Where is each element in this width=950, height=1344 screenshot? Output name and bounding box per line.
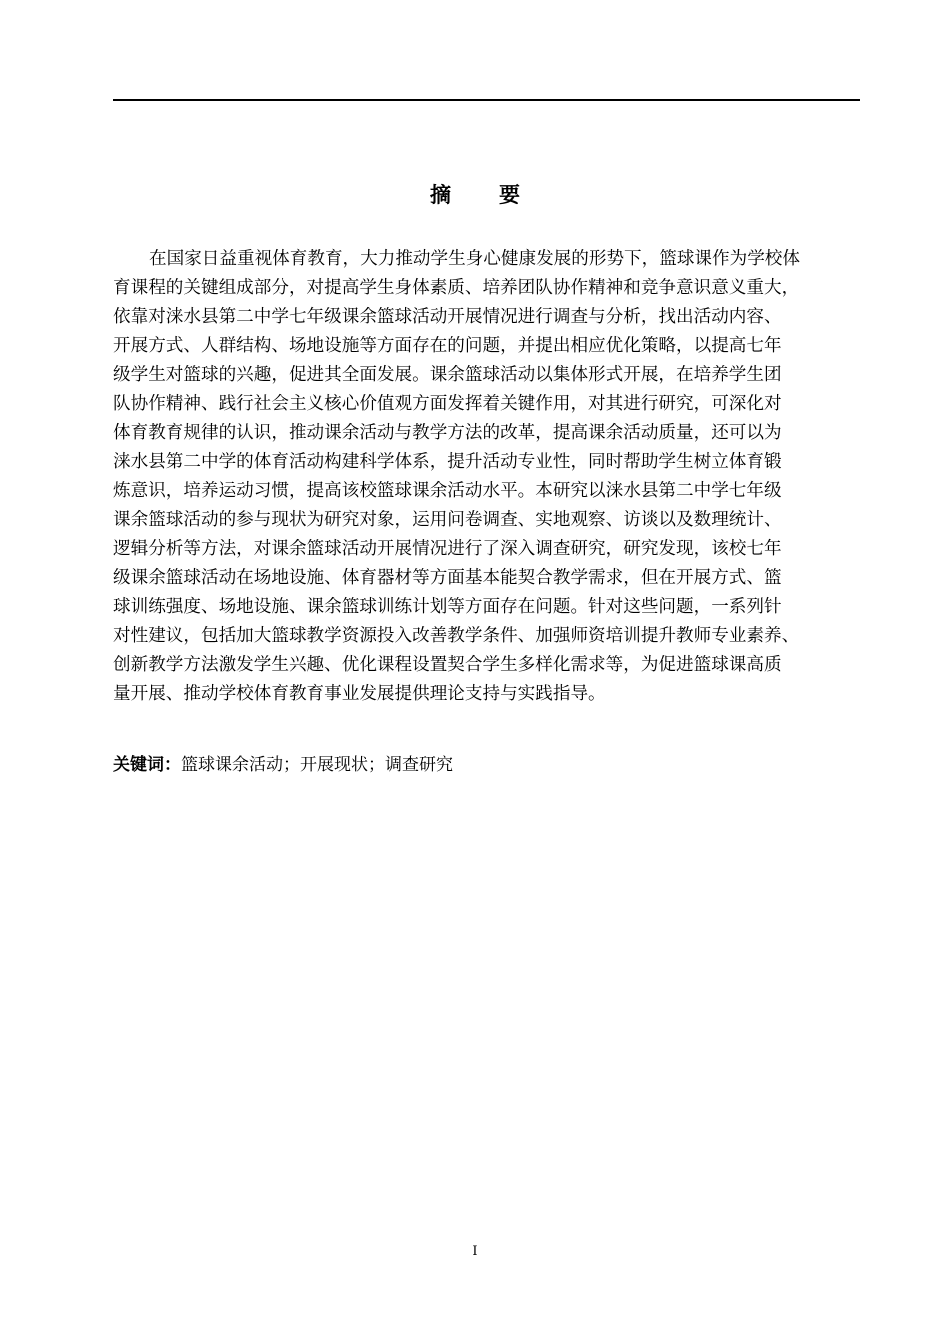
abstract-line: 在国家日益重视体育教育，大力推动学生身心健康发展的形势下，篮球课作为学校体 <box>149 249 800 269</box>
header-rule <box>113 99 860 101</box>
abstract-line: 级学生对篮球的兴趣，促进其全面发展。课余篮球活动以集体形式开展，在培养学生团 <box>113 365 782 385</box>
abstract-line: 球训练强度、场地设施、课余篮球训练计划等方面存在问题。针对这些问题，一系列针 <box>113 597 782 617</box>
keywords <box>113 751 453 780</box>
abstract-line: 量开展、推动学校体育教育事业发展提供理论支持与实践指导。 <box>113 684 606 704</box>
abstract-line: 逻辑分析等方法，对课余篮球活动开展情况进行了深入调查研究，研究发现，该校七年 <box>113 539 782 559</box>
page-number: I <box>472 1244 478 1259</box>
keywords-text: 篮球课余活动；开展现状；调查研究 <box>181 755 453 775</box>
page-title: 摘要 <box>430 183 568 207</box>
abstract-line: 创新教学方法激发学生兴趣、优化课程设置契合学生多样化需求等，为促进篮球课高质 <box>113 655 782 675</box>
abstract-line: 涞水县第二中学的体育活动构建科学体系，提升活动专业性，同时帮助学生树立体育锻 <box>113 452 782 472</box>
abstract-line: 对性建议，包括加大篮球教学资源投入改善教学条件、加强师资培训提升教师专业素养、 <box>113 626 800 646</box>
abstract-line: 依靠对涞水县第二中学七年级课余篮球活动开展情况进行调查与分析，找出活动内容、 <box>113 307 782 327</box>
abstract-line: 课余篮球活动的参与现状为研究对象，运用问卷调查、实地观察、访谈以及数理统计、 <box>113 510 782 530</box>
abstract-line: 炼意识，培养运动习惯，提高该校篮球课余活动水平。本研究以涞水县第二中学七年级 <box>113 481 782 501</box>
abstract-line: 育课程的关键组成部分，对提高学生身体素质、培养团队协作精神和竞争意识意义重大， <box>113 278 800 298</box>
abstract-line: 体育教育规律的认识，推动课余活动与教学方法的改革，提高课余活动质量，还可以为 <box>113 423 782 443</box>
abstract-line: 队协作精神、践行社会主义核心价值观方面发挥着关键作用，对其进行研究，可深化对 <box>113 394 782 414</box>
keywords-label: 关键词： <box>113 755 181 775</box>
abstract-line: 开展方式、人群结构、场地设施等方面存在的问题，并提出相应优化策略，以提高七年 <box>113 336 782 356</box>
abstract-line: 级课余篮球活动在场地设施、体育器材等方面基本能契合教学需求，但在开展方式、篮 <box>113 568 782 588</box>
abstract-body <box>113 245 873 709</box>
